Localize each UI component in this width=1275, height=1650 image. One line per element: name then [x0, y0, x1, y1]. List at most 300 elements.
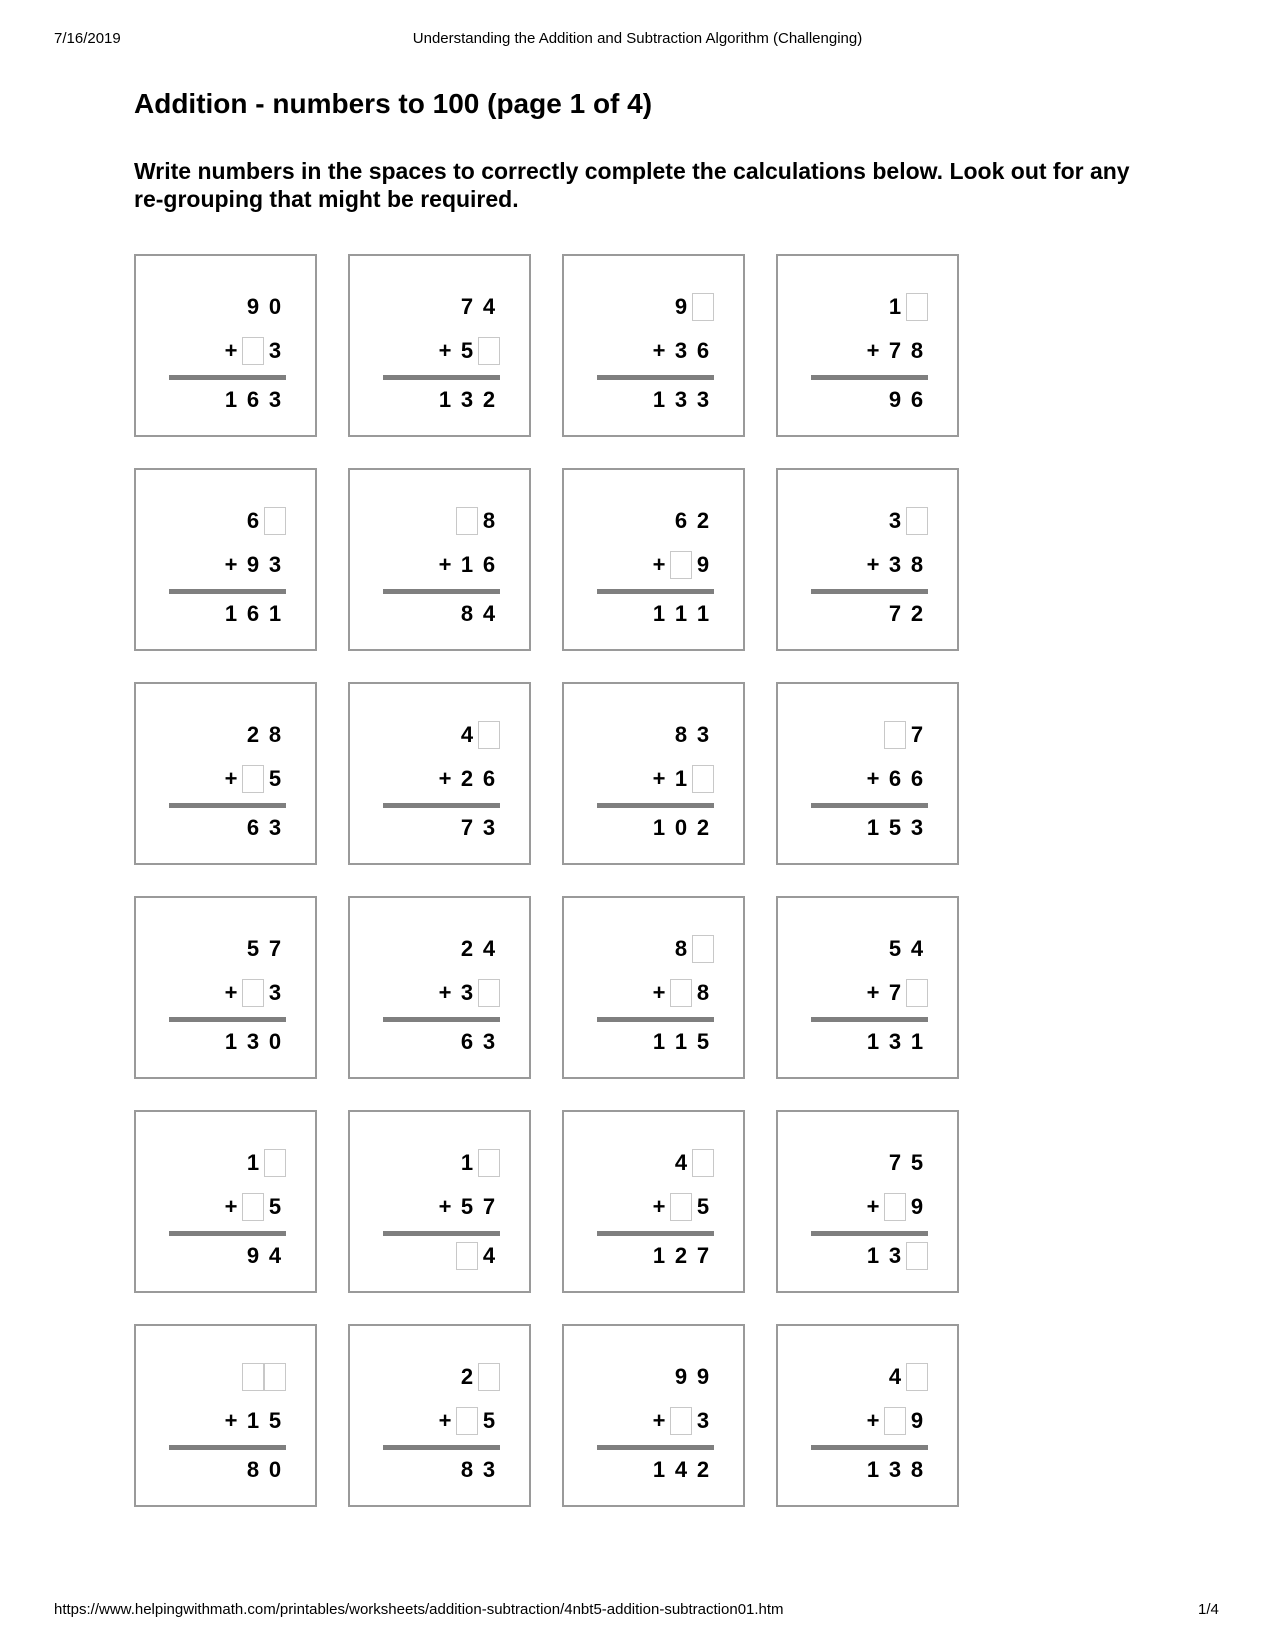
sum-digit: 1 — [866, 1028, 880, 1054]
top-digit: 7 — [888, 1149, 902, 1175]
addend-row — [383, 339, 500, 362]
top-digit: 3 — [696, 721, 710, 747]
sum-digit: 3 — [268, 386, 282, 412]
top-row — [383, 1151, 500, 1174]
addend-digit: 9 — [910, 1193, 924, 1219]
top-digit: 2 — [696, 507, 710, 533]
answer-box[interactable] — [478, 337, 500, 365]
addend-digit: 7 — [482, 1193, 496, 1219]
sum-row — [597, 1030, 714, 1053]
sum-digit: 1 — [224, 386, 238, 412]
sum-digit: 8 — [246, 1456, 260, 1482]
answer-box[interactable] — [456, 1407, 478, 1435]
addend-row — [811, 1195, 928, 1218]
sum-row — [383, 1244, 500, 1267]
sum-digit: 4 — [482, 1242, 496, 1268]
sum-row — [597, 1244, 714, 1267]
sum-rule — [383, 1017, 500, 1022]
top-row — [169, 295, 286, 318]
answer-box[interactable] — [242, 979, 264, 1007]
problem-card — [348, 1110, 531, 1293]
top-row — [597, 1151, 714, 1174]
sum-digit: 3 — [482, 1456, 496, 1482]
sum-digit: 1 — [224, 600, 238, 626]
top-digit: 2 — [246, 721, 260, 747]
sum-digit: 1 — [866, 814, 880, 840]
sum-digit: 6 — [246, 814, 260, 840]
answer-slot[interactable] — [242, 1193, 264, 1221]
answer-box[interactable] — [906, 293, 928, 321]
plus-sign: + — [866, 765, 880, 791]
problem-card — [776, 896, 959, 1079]
sum-rule — [597, 375, 714, 380]
addend-digit: 8 — [910, 551, 924, 577]
answer-slot[interactable] — [242, 337, 264, 365]
sum-digit: 3 — [246, 1028, 260, 1054]
sum-digit: 7 — [888, 600, 902, 626]
sum-rule — [169, 803, 286, 808]
sum-digit: 3 — [482, 814, 496, 840]
page-title: Addition - numbers to 100 (page 1 of 4) — [134, 88, 653, 119]
addend-row — [169, 553, 286, 576]
addend-row — [597, 1409, 714, 1432]
sum-rule — [169, 589, 286, 594]
answer-box[interactable] — [692, 1149, 714, 1177]
problem-card — [348, 896, 531, 1079]
addend-digit: 8 — [696, 979, 710, 1005]
addend-digit: 5 — [460, 337, 474, 363]
top-row — [597, 1365, 714, 1388]
addend-digit: 6 — [910, 765, 924, 791]
sum-digit: 2 — [696, 1456, 710, 1482]
top-row — [597, 723, 714, 746]
answer-box[interactable] — [456, 507, 478, 535]
addend-row — [597, 1195, 714, 1218]
answer-box[interactable] — [478, 721, 500, 749]
plus-sign: + — [652, 765, 666, 791]
problem-card — [562, 896, 745, 1079]
top-digit: 9 — [696, 1363, 710, 1389]
answer-box[interactable] — [670, 551, 692, 579]
top-row — [811, 509, 928, 532]
plus-sign: + — [224, 337, 238, 363]
addend-row — [383, 1195, 500, 1218]
plus-sign: + — [224, 1193, 238, 1219]
sum-digit: 1 — [652, 600, 666, 626]
answer-slot[interactable] — [478, 1363, 500, 1391]
addend-digit: 5 — [268, 1193, 282, 1219]
sum-digit: 3 — [696, 386, 710, 412]
top-digit: 9 — [674, 1363, 688, 1389]
answer-slot[interactable] — [456, 507, 478, 535]
addend-digit: 3 — [696, 1407, 710, 1433]
top-digit: 2 — [460, 1363, 474, 1389]
plus-sign: + — [438, 979, 452, 1005]
top-digit: 6 — [674, 507, 688, 533]
problem-card — [134, 254, 317, 437]
sum-row — [383, 1030, 500, 1053]
answer-slot[interactable] — [692, 765, 714, 793]
addend-digit: 3 — [268, 337, 282, 363]
sum-rule — [169, 1445, 286, 1450]
answer-box[interactable] — [478, 1363, 500, 1391]
answer-box[interactable] — [670, 1193, 692, 1221]
answer-slot[interactable] — [906, 1363, 928, 1391]
top-digit: 4 — [482, 935, 496, 961]
answer-slot[interactable] — [478, 1149, 500, 1177]
sum-digit: 3 — [674, 386, 688, 412]
answer-slot[interactable] — [242, 979, 264, 1007]
answer-box[interactable] — [884, 721, 906, 749]
problem-grid — [134, 254, 959, 1507]
sum-row — [383, 388, 500, 411]
addend-digit: 6 — [888, 765, 902, 791]
addend-digit: 5 — [696, 1193, 710, 1219]
plus-sign: + — [866, 337, 880, 363]
answer-slot[interactable] — [456, 1407, 478, 1435]
sum-digit: 3 — [910, 814, 924, 840]
problem-card — [562, 1324, 745, 1507]
answer-box[interactable] — [692, 935, 714, 963]
sum-digit: 7 — [696, 1242, 710, 1268]
sum-digit: 6 — [910, 386, 924, 412]
plus-sign: + — [224, 1407, 238, 1433]
addend-digit: 9 — [696, 551, 710, 577]
problem-card — [776, 682, 959, 865]
answer-box[interactable] — [478, 1149, 500, 1177]
plus-sign: + — [438, 551, 452, 577]
answer-box[interactable] — [242, 1363, 264, 1391]
addend-row — [169, 1409, 286, 1432]
sum-row — [169, 388, 286, 411]
answer-box[interactable] — [692, 293, 714, 321]
sum-rule — [383, 1231, 500, 1236]
problem-card — [562, 1110, 745, 1293]
answer-slot[interactable] — [670, 551, 692, 579]
sum-row — [811, 388, 928, 411]
answer-slot[interactable] — [906, 979, 928, 1007]
answer-box[interactable] — [906, 979, 928, 1007]
problem-card — [776, 468, 959, 651]
problem-card — [134, 468, 317, 651]
sum-row — [383, 1458, 500, 1481]
answer-slot[interactable] — [692, 1149, 714, 1177]
sum-digit: 1 — [866, 1456, 880, 1482]
sum-rule — [811, 1017, 928, 1022]
sum-digit: 1 — [652, 1028, 666, 1054]
sum-rule — [169, 375, 286, 380]
sum-row — [811, 816, 928, 839]
sum-rule — [169, 1231, 286, 1236]
top-row — [169, 509, 286, 532]
answer-box[interactable] — [670, 1407, 692, 1435]
sum-row — [597, 816, 714, 839]
top-row — [383, 723, 500, 746]
problem-card — [134, 1324, 317, 1507]
sum-rule — [383, 1445, 500, 1450]
top-row — [383, 1365, 500, 1388]
sum-rule — [597, 1231, 714, 1236]
answer-box[interactable] — [242, 337, 264, 365]
answer-slot[interactable] — [478, 337, 500, 365]
addend-row — [169, 1195, 286, 1218]
sum-rule — [383, 803, 500, 808]
plus-sign: + — [652, 1193, 666, 1219]
addend-row — [811, 553, 928, 576]
addend-row — [597, 339, 714, 362]
top-digit: 9 — [674, 293, 688, 319]
addend-digit: 9 — [910, 1407, 924, 1433]
top-row — [811, 1151, 928, 1174]
problem-card — [776, 1324, 959, 1507]
sum-digit: 7 — [460, 814, 474, 840]
sum-digit: 2 — [696, 814, 710, 840]
answer-box[interactable] — [478, 979, 500, 1007]
addend-digit: 5 — [460, 1193, 474, 1219]
sum-digit: 3 — [460, 386, 474, 412]
problem-card — [776, 1110, 959, 1293]
addend-digit: 7 — [888, 337, 902, 363]
sum-digit: 5 — [696, 1028, 710, 1054]
answer-slot[interactable] — [884, 1407, 906, 1435]
answer-slot[interactable] — [670, 1193, 692, 1221]
sum-rule — [811, 589, 928, 594]
addend-digit: 8 — [910, 337, 924, 363]
top-row — [811, 1365, 928, 1388]
answer-box[interactable] — [906, 1242, 928, 1270]
top-digit: 2 — [460, 935, 474, 961]
answer-slot[interactable] — [264, 1363, 286, 1391]
top-row — [169, 1151, 286, 1174]
sum-digit: 1 — [652, 1456, 666, 1482]
sum-digit: 8 — [460, 600, 474, 626]
addend-row — [383, 1409, 500, 1432]
sum-digit: 1 — [438, 386, 452, 412]
top-row — [169, 1365, 286, 1388]
addend-digit: 1 — [460, 551, 474, 577]
top-digit: 7 — [268, 935, 282, 961]
addend-row — [811, 767, 928, 790]
top-digit: 3 — [888, 507, 902, 533]
sum-digit: 3 — [268, 814, 282, 840]
sum-digit: 3 — [888, 1242, 902, 1268]
top-row — [811, 295, 928, 318]
plus-sign: + — [866, 979, 880, 1005]
header-doc-title: Understanding the Addition and Subtraction Algorithm (Challenging) — [412, 30, 863, 47]
sum-rule — [811, 803, 928, 808]
sum-digit: 1 — [674, 1028, 688, 1054]
top-digit: 1 — [246, 1149, 260, 1175]
sum-row — [811, 602, 928, 625]
problem-card — [134, 682, 317, 865]
answer-slot[interactable] — [906, 293, 928, 321]
sum-digit: 3 — [888, 1456, 902, 1482]
sum-digit: 4 — [674, 1456, 688, 1482]
answer-slot[interactable] — [478, 979, 500, 1007]
addend-row — [169, 339, 286, 362]
addend-row — [811, 339, 928, 362]
sum-digit: 4 — [482, 600, 496, 626]
answer-slot[interactable] — [906, 1242, 928, 1270]
sum-digit: 1 — [268, 600, 282, 626]
top-digit: 7 — [460, 293, 474, 319]
plus-sign: + — [652, 1407, 666, 1433]
sum-row — [597, 388, 714, 411]
top-row — [597, 295, 714, 318]
sum-digit: 1 — [652, 1242, 666, 1268]
sum-digit: 0 — [268, 1456, 282, 1482]
sum-digit: 1 — [652, 814, 666, 840]
answer-box[interactable] — [242, 765, 264, 793]
sum-rule — [597, 1017, 714, 1022]
sum-digit: 1 — [910, 1028, 924, 1054]
top-digit: 6 — [246, 507, 260, 533]
top-row — [383, 295, 500, 318]
addend-digit: 6 — [696, 337, 710, 363]
answer-box[interactable] — [264, 507, 286, 535]
sum-digit: 5 — [888, 814, 902, 840]
answer-slot[interactable] — [692, 293, 714, 321]
plus-sign: + — [438, 337, 452, 363]
plus-sign: + — [866, 1193, 880, 1219]
plus-sign: + — [866, 1407, 880, 1433]
top-digit: 8 — [268, 721, 282, 747]
answer-box[interactable] — [242, 1193, 264, 1221]
answer-slot[interactable] — [456, 1242, 478, 1270]
answer-box[interactable] — [264, 1363, 286, 1391]
problem-card — [776, 254, 959, 437]
top-digit: 4 — [888, 1363, 902, 1389]
plus-sign: + — [866, 551, 880, 577]
addend-digit: 3 — [674, 337, 688, 363]
sum-digit: 9 — [246, 1242, 260, 1268]
plus-sign: + — [438, 1193, 452, 1219]
addend-row — [597, 767, 714, 790]
problem-card — [134, 1110, 317, 1293]
sum-row — [383, 602, 500, 625]
sum-row — [169, 816, 286, 839]
plus-sign: + — [652, 337, 666, 363]
answer-slot[interactable] — [670, 1407, 692, 1435]
addend-row — [169, 767, 286, 790]
answer-slot[interactable] — [242, 765, 264, 793]
sum-digit: 6 — [246, 386, 260, 412]
problem-card — [562, 254, 745, 437]
answer-slot[interactable] — [884, 1193, 906, 1221]
sum-row — [597, 602, 714, 625]
addend-row — [811, 1409, 928, 1432]
answer-slot[interactable] — [884, 721, 906, 749]
sum-row — [383, 816, 500, 839]
addend-digit: 9 — [246, 551, 260, 577]
addend-row — [383, 981, 500, 1004]
problem-card — [134, 896, 317, 1079]
plus-sign: + — [224, 551, 238, 577]
sum-digit: 0 — [674, 814, 688, 840]
sum-row — [169, 1030, 286, 1053]
problem-card — [348, 468, 531, 651]
sum-row — [811, 1030, 928, 1053]
answer-slot[interactable] — [264, 507, 286, 535]
answer-box[interactable] — [884, 1407, 906, 1435]
sum-digit: 8 — [460, 1456, 474, 1482]
addend-row — [169, 981, 286, 1004]
sum-row — [169, 602, 286, 625]
addend-row — [383, 767, 500, 790]
plus-sign: + — [224, 765, 238, 791]
sum-digit: 1 — [696, 600, 710, 626]
problem-card — [562, 468, 745, 651]
addend-digit: 5 — [482, 1407, 496, 1433]
top-digit: 5 — [888, 935, 902, 961]
addend-digit: 6 — [482, 551, 496, 577]
answer-box[interactable] — [456, 1242, 478, 1270]
answer-box[interactable] — [884, 1193, 906, 1221]
footer-url: https://www.helpingwithmath.com/printables/worksheets/addition-subtraction/4nbt5-addition-subtraction01.htm — [54, 1601, 784, 1618]
answer-slot[interactable] — [242, 1363, 264, 1391]
sum-digit: 2 — [482, 386, 496, 412]
problem-card — [562, 682, 745, 865]
sum-digit: 1 — [224, 1028, 238, 1054]
addend-row — [597, 553, 714, 576]
addend-digit: 1 — [674, 765, 688, 791]
problem-card — [348, 682, 531, 865]
sum-rule — [597, 803, 714, 808]
top-row — [811, 937, 928, 960]
sum-digit: 8 — [910, 1456, 924, 1482]
top-digit: 5 — [910, 1149, 924, 1175]
top-digit: 4 — [482, 293, 496, 319]
answer-box[interactable] — [692, 765, 714, 793]
top-digit: 5 — [246, 935, 260, 961]
top-row — [169, 937, 286, 960]
top-digit: 0 — [268, 293, 282, 319]
answer-box[interactable] — [264, 1149, 286, 1177]
sum-rule — [383, 375, 500, 380]
answer-slot[interactable] — [692, 935, 714, 963]
answer-box[interactable] — [906, 1363, 928, 1391]
sum-rule — [383, 589, 500, 594]
problem-card — [348, 1324, 531, 1507]
answer-slot[interactable] — [670, 979, 692, 1007]
answer-box[interactable] — [906, 507, 928, 535]
sum-digit: 1 — [674, 600, 688, 626]
addend-digit: 5 — [268, 765, 282, 791]
header-date: 7/16/2019 — [54, 30, 121, 47]
sum-digit: 3 — [482, 1028, 496, 1054]
answer-box[interactable] — [670, 979, 692, 1007]
sum-rule — [597, 1445, 714, 1450]
top-digit: 1 — [460, 1149, 474, 1175]
problem-card — [348, 254, 531, 437]
top-digit: 8 — [674, 935, 688, 961]
sum-digit: 6 — [246, 600, 260, 626]
answer-slot[interactable] — [906, 507, 928, 535]
top-row — [383, 509, 500, 532]
sum-row — [169, 1244, 286, 1267]
top-row — [811, 723, 928, 746]
addend-row — [597, 981, 714, 1004]
answer-slot[interactable] — [264, 1149, 286, 1177]
top-digit: 4 — [460, 721, 474, 747]
footer-page-number: 1/4 — [1198, 1601, 1219, 1618]
top-row — [169, 723, 286, 746]
answer-slot[interactable] — [478, 721, 500, 749]
addend-digit: 1 — [246, 1407, 260, 1433]
sum-digit: 2 — [674, 1242, 688, 1268]
sum-rule — [811, 1445, 928, 1450]
sum-digit: 1 — [652, 386, 666, 412]
